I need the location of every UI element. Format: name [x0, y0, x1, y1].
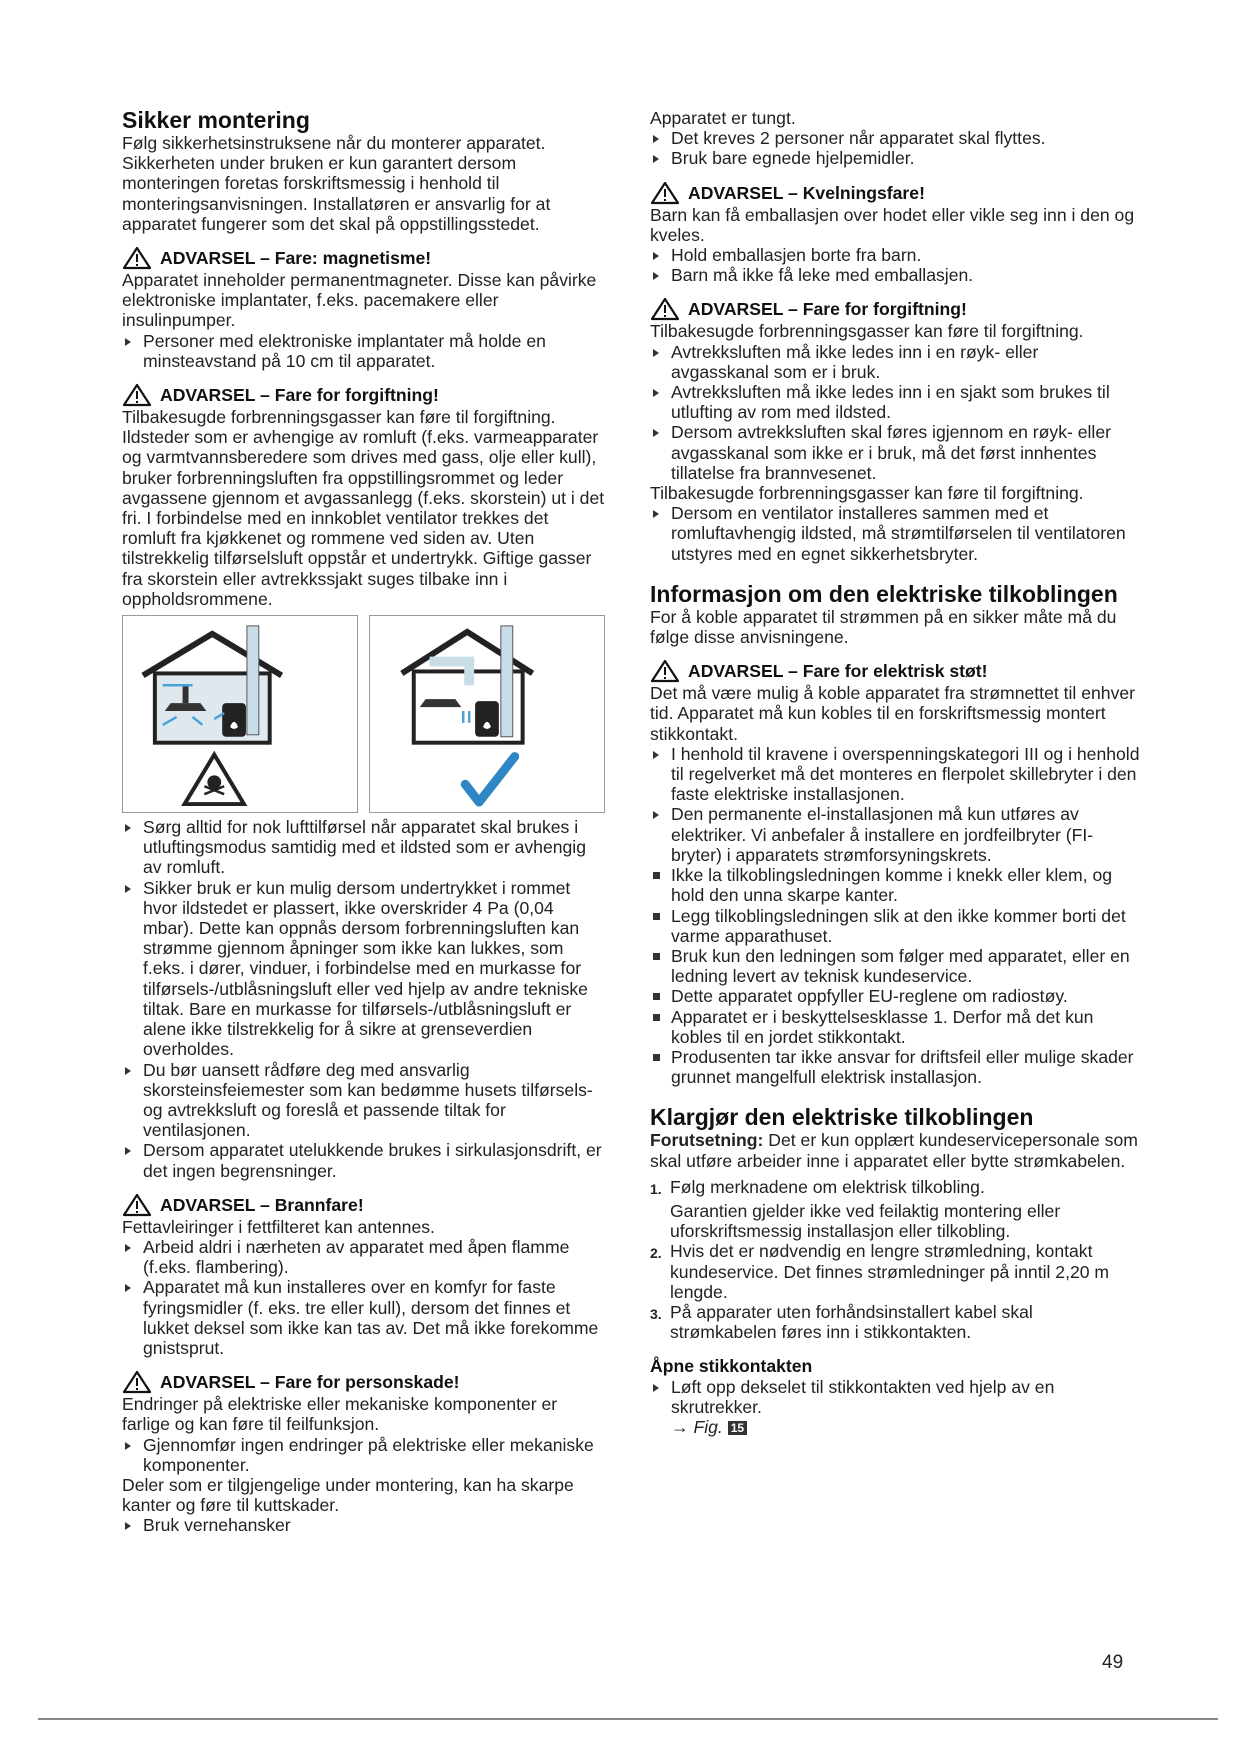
list-item: Bruk kun den ledningen som følger med apparatet, eller en ledning levert av teknisk kundeservice.	[650, 946, 1140, 986]
section-title-electrical-info: Informasjon om den elektriske tilkoblingen	[650, 580, 1118, 607]
figure-reference	[650, 1417, 1140, 1437]
warning-triangle-icon	[122, 1193, 152, 1217]
list-item: Dersom apparatet utelukkende brukes i sirkulasjonsdrift, er det ingen begrensninger.	[122, 1140, 607, 1180]
list-item: Sikker bruk er kun mulig dersom undertrykket i rommet hvor ildstedet er plassert, ikke overskrider 4 Pa (0,04 mbar). Dette kan oppnås dersom forbrenningsluften kan strømme gjennom åpninger som ikke kan lukkes, som f.eks. i dører, vinduer, i forbindelse med en murkasse for tilførsels-/utblåsningsluft eller ved hjelp av andre tekniske tiltak. Bare en murkasse for tilførsels-/utblåsningsluft er alene ikke tilstrekkelig for å sikre at grenseverdien overholdes.	[122, 878, 607, 1060]
warning-title: ADVARSEL – Fare: magnetisme!	[160, 247, 432, 268]
warning-text: Tilbakesugde forbrenningsgasser kan føre til forgiftning.	[650, 483, 1084, 504]
list-item: Avtrekksluften må ikke ledes inn i en sjakt som brukes til utlufting av rom med ildsted.	[650, 382, 1140, 422]
warning-electric-shock	[650, 659, 1140, 683]
step-text: Følg merknadene om elektrisk tilkobling.	[670, 1176, 985, 1197]
page-number: 49	[1102, 1652, 1124, 1673]
warning-text: Apparatet inneholder permanentmagneter. Disse kan påvirke elektroniske implantater, f.eks. pacemakere eller insulinpumper.	[122, 270, 597, 331]
intro-text-2: Sikkerheten under bruken er kun garantert dersom monteringen foretas forskriftsmessig i henhold til monteringsanvisningen. Installatøren er ansvarlig for at apparatet fungerer som det skal på oppstillingsstedet.	[122, 153, 551, 234]
warning-suffocation	[650, 181, 1140, 205]
warning-title: ADVARSEL – Brannfare!	[160, 1194, 364, 1215]
warning-title: ADVARSEL – Fare for forgiftning!	[688, 299, 967, 320]
warning-text: Endringer på elektriske eller mekaniske komponenter er farlige og kan føre til feilfunksjon.	[122, 1394, 558, 1435]
warning-text: Det må være mulig å koble apparatet fra strømnettet til enhver tid. Apparatet må kun kobles til en forskriftsmessig montert stikkontakt.	[650, 683, 1136, 744]
warning-title: ADVARSEL – Fare for personskade!	[160, 1372, 460, 1393]
section-title-prepare-connection: Klargjør den elektriske tilkoblingen	[650, 1104, 1034, 1131]
figure-reference-text: → Fig.	[671, 1416, 723, 1437]
list-item: Gjennomfør ingen endringer på elektriske eller mekaniske komponenter.	[122, 1435, 607, 1475]
step-number: 1.	[650, 1180, 662, 1197]
ventilation-illustrations	[122, 615, 607, 813]
step-note: Garantien gjelder ikke ved feilaktig montering eller uforskriftsmessig installasjon eller tilkobling.	[670, 1200, 1061, 1242]
prerequisite-label: Forutsetning:	[650, 1130, 764, 1151]
warning-triangle-icon	[122, 1370, 152, 1394]
list-item: Den permanente el-installasjonen må kun utføres av elektriker. Vi anbefaler å installere en jordfeilbryter (FI-bryter) i apparatets strømforsyningskrets.	[650, 804, 1140, 865]
list-item: Dette apparatet oppfyller EU-reglene om radiostøy.	[650, 986, 1140, 1006]
list-item: Dersom en ventilator installeres sammen med et romluftavhengig ildsted, må strømtilførselen til ventilatoren utstyres med en egnet sikkerhetsbryter.	[650, 503, 1140, 564]
warning-poisoning-2	[650, 297, 1140, 321]
warning-triangle-icon	[650, 181, 680, 205]
wrong-ventilation-illustration	[122, 615, 358, 813]
warning-triangle-icon	[650, 659, 680, 683]
warning-title: ADVARSEL – Fare for elektrisk støt!	[688, 661, 988, 682]
step-text: Hvis det er nødvendig en lengre strømledning, kontakt kundeservice. Det finnes strømledninger på inntil 2,20 m lengde.	[670, 1241, 1110, 1302]
body-text: Apparatet er tungt.	[650, 108, 796, 128]
warning-title: ADVARSEL – Kvelningsfare!	[688, 182, 925, 203]
list-item: Bruk bare egnede hjelpemidler.	[650, 148, 1140, 168]
subsection-title-open-socket: Åpne stikkontakten	[650, 1356, 813, 1377]
warning-text: Fettavleiringer i fettfilteret kan antennes.	[122, 1216, 435, 1237]
prerequisite-text: Det er kun opplært kundeservicepersonale som skal utføre arbeider inne i apparatet eller bytte strømkabelen.	[650, 1130, 1138, 1171]
list-item: Du bør uansett rådføre deg med ansvarlig skorsteinsfeiemester som kan bedømme husets tilførsels- og avtrekksluft og foreslå et passende tiltak for ventilasjonen.	[122, 1060, 607, 1141]
footer-divider	[38, 1718, 1218, 1720]
list-item: Produsenten tar ikke ansvar for driftsfeil eller mulige skader grunnet mangelfull elektrisk installasjon.	[650, 1047, 1140, 1087]
list-item: Barn må ikke få leke med emballasjen.	[650, 265, 1140, 285]
list-item: Dersom avtrekksluften skal føres igjennom en røyk- eller avgasskanal som ikke er i bruk, må det først innhentes tillatelse fra brannvesenet.	[650, 422, 1140, 483]
list-item: Apparatet er i beskyttelsesklasse 1. Derfor må det kun kobles til en jordet stikkontakt.	[650, 1007, 1140, 1047]
step-number: 2.	[650, 1245, 662, 1262]
body-text: For å koble apparatet til strømmen på en sikker måte må du følge disse anvisningene.	[650, 606, 1117, 648]
list-item: Arbeid aldri i nærheten av apparatet med åpen flamme (f.eks. flambering).	[122, 1237, 607, 1277]
list-item: Ikke la tilkoblingsledningen komme i knekk eller klem, og hold den unna skarpe kanter.	[650, 865, 1140, 905]
warning-injury	[122, 1370, 607, 1394]
left-column	[122, 108, 607, 1536]
list-item: Det kreves 2 personer når apparatet skal flyttes.	[650, 128, 1140, 148]
list-item: Legg tilkoblingsledningen slik at den ikke kommer borti det varme apparathuset.	[650, 906, 1140, 946]
prerequisite	[650, 1130, 1140, 1170]
warning-triangle-icon	[650, 297, 680, 321]
figure-number-badge: 15	[728, 1421, 747, 1435]
intro-text: Følg sikkerhetsinstruksene når du monterer apparatet.	[122, 133, 546, 153]
step-2	[650, 1241, 1140, 1302]
warning-triangle-icon	[122, 246, 152, 270]
list-item: Avtrekksluften må ikke ledes inn i en røyk- eller avgasskanal som er i bruk.	[650, 342, 1140, 382]
warning-fire	[122, 1193, 607, 1217]
list-item: Bruk vernehansker	[122, 1515, 607, 1535]
warning-text: Barn kan få emballasjen over hodet eller vikle seg inn i den og kveles.	[650, 204, 1135, 245]
warning-text: Deler som er tilgjengelige under montering, kan ha skarpe kanter og føre til kuttskader.	[122, 1474, 574, 1516]
section-title-safe-mounting: Sikker montering	[122, 107, 310, 133]
warning-triangle-icon	[122, 383, 152, 407]
step-1	[650, 1177, 1140, 1242]
list-item: Apparatet må kun installeres over en komfyr for faste fyringsmidler (f. eks. tre eller kull), dersom det finnes et lukket deksel som ikke kan tas av. Det må ikke forekomme gnistsprut.	[122, 1277, 607, 1358]
list-item: Sørg alltid for nok lufttilførsel når apparatet skal brukes i utluftingsmodus samtidig med et ildsted som er avhengig av romluft.	[122, 817, 607, 878]
list-item: I henhold til kravene i overspenningskategori III og i henhold til regelverket må det monteres en flerpolet skillebryter i den faste elektriske installasjonen.	[650, 744, 1140, 805]
warning-poisoning	[122, 383, 607, 407]
correct-ventilation-illustration	[369, 615, 605, 813]
right-column	[650, 108, 1140, 1437]
step-number: 3.	[650, 1305, 662, 1322]
warning-magnetism	[122, 246, 607, 270]
list-item: Personer med elektroniske implantater må holde en minsteavstand på 10 cm til apparatet.	[122, 331, 607, 371]
warning-text: Tilbakesugde forbrenningsgasser kan føre til forgiftning. Ildsteder som er avhengige av romluft (f.eks. varmeapparater og varmtvannsberedere som drives med gass, olje eller kull), bruker forbrenningsluften fra oppstillingsrommet og leder avgassene gjennom et avgassanlegg (f.eks. skorstein) ut i det fri. I forbindelse med en innkoblet ventilator trekkes det romluft fra kjøkkenet og rommene ved siden av. Uten tilstrekkelig tilførselsluft oppstår et undertrykk. Giftige gasser fra skorstein eller avtrekkssjakt suges tilbake inn i oppholdsrommene.	[122, 407, 605, 609]
list-item: Løft opp dekselet til stikkontakten ved hjelp av en skrutrekker.	[650, 1377, 1140, 1417]
warning-title: ADVARSEL – Fare for forgiftning!	[160, 384, 439, 405]
step-text: På apparater uten forhåndsinstallert kabel skal strømkabelen føres inn i stikkontakten.	[670, 1301, 1033, 1343]
warning-text: Tilbakesugde forbrenningsgasser kan føre til forgiftning.	[650, 321, 1084, 342]
step-3	[650, 1302, 1140, 1342]
list-item: Hold emballasjen borte fra barn.	[650, 245, 1140, 265]
